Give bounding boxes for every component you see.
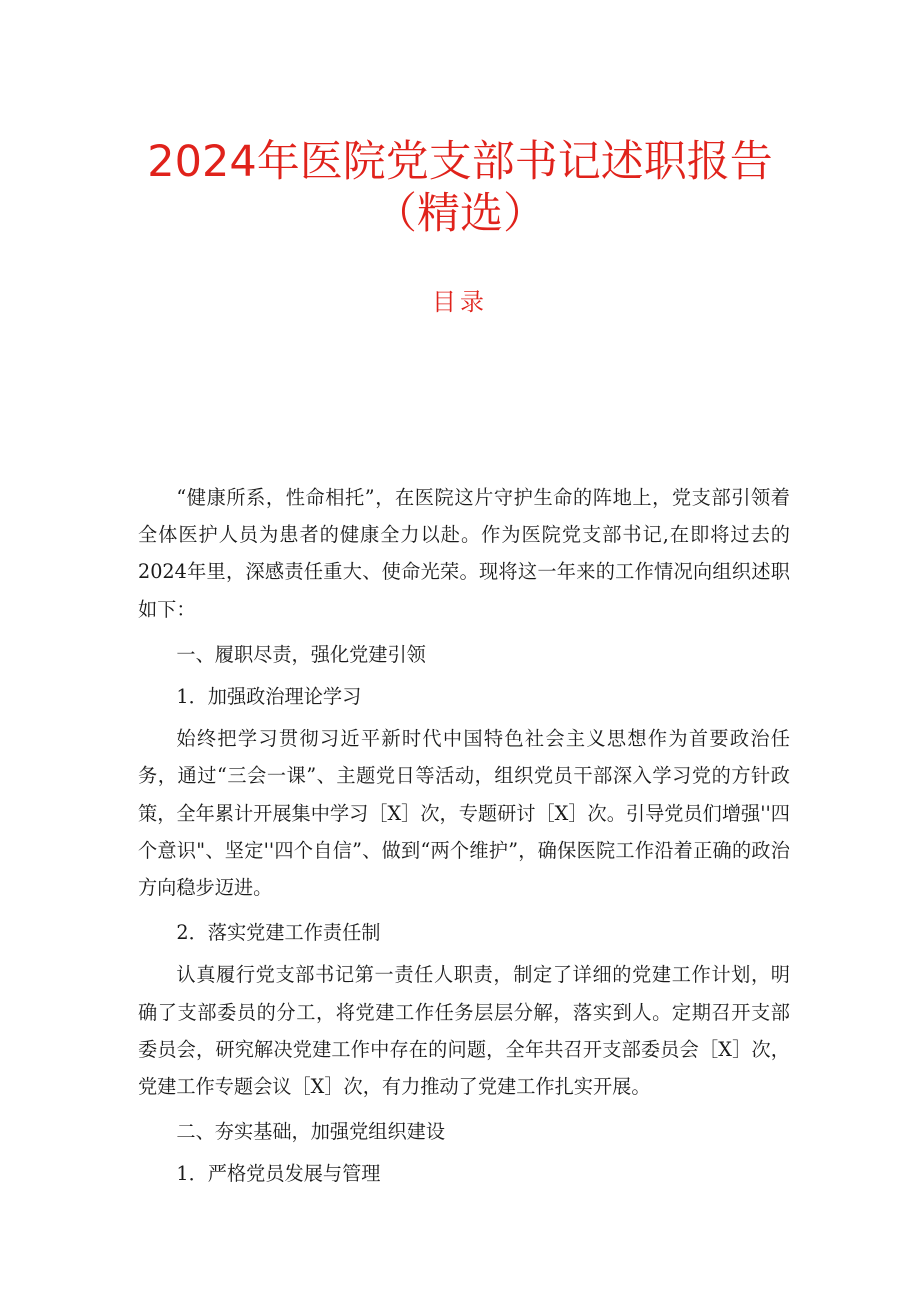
- document-subtitle: （精选）: [374, 189, 546, 239]
- section-1-item-1-paragraph: 始终把学习贯彻习近平新时代中国特色社会主义思想作为首要政治任务，通过“三会一课”、主题党日等活动，组织党员干部深入学习党的方针政策，全年累计开展集中学习［X］次，专题研讨［X］次。引导党员们增强''四个意识"、坚定''四个自信”、做到“两个维护”，确保医院工作沿着正确的政治方向稳步迈进。: [138, 727, 790, 900]
- intro-paragraph: “健康所系，性命相托”，在医院这片守护生命的阵地上，党支部引领着全体医护人员为患者的健康全力以赴。作为医院党支部书记,在即将过去的2024年里，深感责任重大、使命光荣。现将这一年来的工作情况向组织述职如下：: [138, 486, 790, 621]
- table-of-contents-link[interactable]: 目录: [432, 288, 488, 316]
- section-1-item-2-paragraph: 认真履行党支部书记第一责任人职责，制定了详细的党建工作计划，明确了支部委员的分工，将党建工作任务层层分解，落实到人。定期召开支部委员会，研究解决党建工作中存在的问题，全年共召开支部委员会［X］次，党建工作专题会议［X］次，有力推动了党建工作扎实开展。: [138, 963, 790, 1099]
- section-1-item-1-heading: 1．加强政治理论学习: [176, 685, 362, 709]
- section-1-item-2-heading: 2．落实党建工作责任制: [176, 921, 381, 945]
- document-title: 2024年医院党支部书记述职报告: [147, 137, 773, 187]
- document-body: [138, 479, 790, 1198]
- section-2-heading: 二、夯实基础，加强党组织建设: [176, 1120, 446, 1144]
- section-1-heading: 一、履职尽责，强化党建引领: [176, 642, 426, 666]
- section-2-item-1-heading: 1．严格党员发展与管理: [176, 1162, 381, 1186]
